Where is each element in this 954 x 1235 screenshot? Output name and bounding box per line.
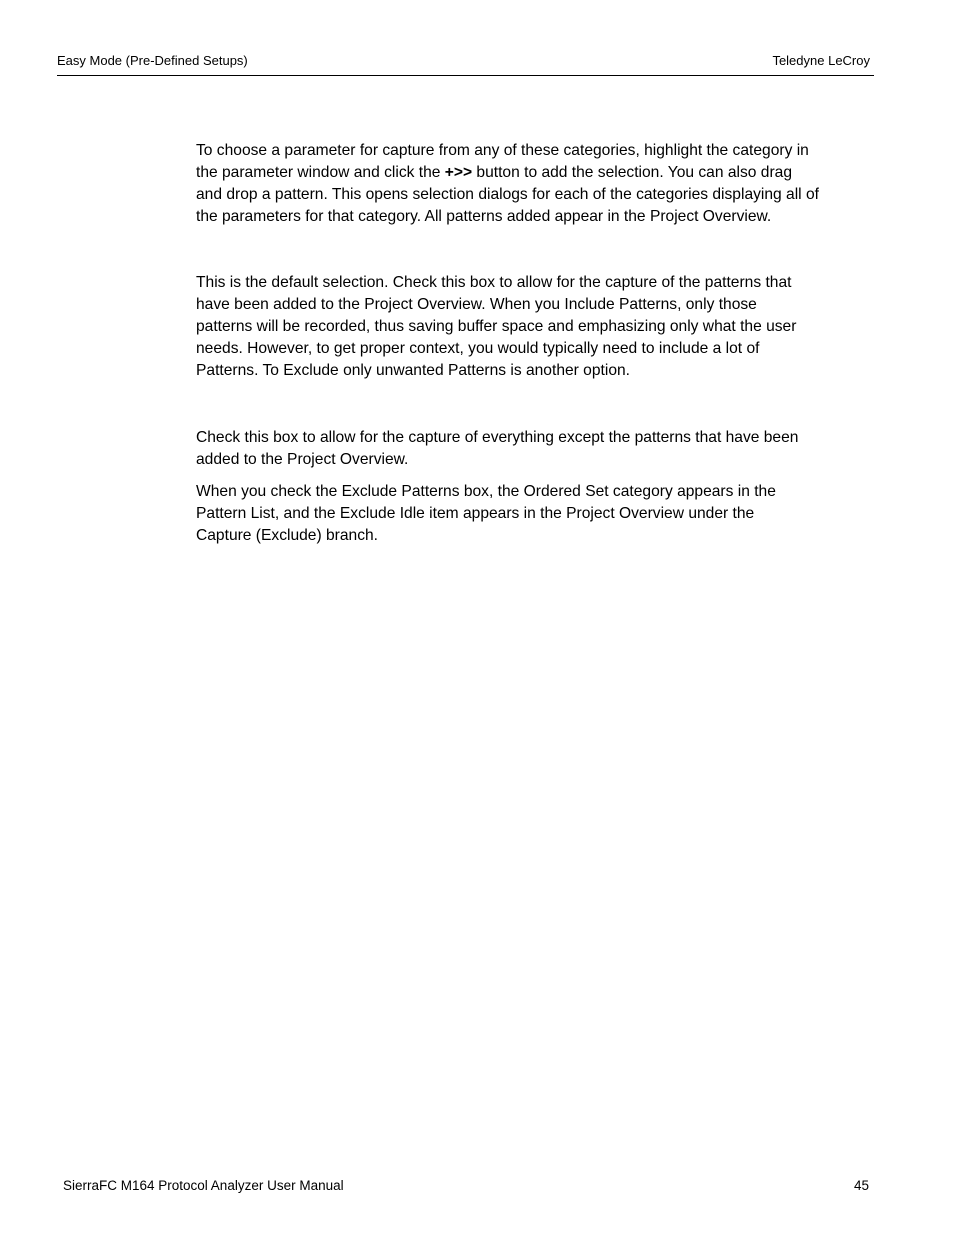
paragraph-line: Patterns. To Exclude only unwanted Patterns is another option. xyxy=(196,362,631,379)
paragraph-exclude-patterns xyxy=(196,427,872,471)
header-divider xyxy=(57,75,874,76)
add-button-label: +>> xyxy=(444,164,473,181)
paragraph-line: patterns will be recorded, thus saving buffer space and emphasizing only what the user xyxy=(196,318,797,335)
paragraph-exclude-note xyxy=(196,481,872,547)
footer-page-number: 45 xyxy=(853,1178,869,1193)
paragraph-line: When you check the Exclude Patterns box, the Ordered Set category appears in the xyxy=(196,483,776,500)
paragraph-line: This is the default selection. Check this box to allow for the capture of the patterns that xyxy=(196,274,792,291)
paragraph-line: have been added to the Project Overview. When you Include Patterns, only those xyxy=(196,296,757,313)
footer-manual-title: SierraFC M164 Protocol Analyzer User Manual xyxy=(63,1178,344,1193)
paragraph-line: added to the Project Overview. xyxy=(196,451,409,468)
text-run: button to add the selection. You can also drag xyxy=(472,164,793,181)
paragraph-line: Check this box to allow for the capture of everything except the patterns that have been xyxy=(196,429,799,446)
paragraph-line: Capture (Exclude) branch. xyxy=(196,527,379,544)
paragraph-line: the parameters for that category. All patterns added appear in the Project Overview. xyxy=(196,208,772,225)
paragraph-choose-parameter xyxy=(196,140,872,228)
paragraph-line: needs. However, to get proper context, you would typically need to include a lot of xyxy=(196,340,760,357)
paragraph-line xyxy=(196,162,872,184)
text-run: the parameter window and click the xyxy=(196,164,445,181)
paragraph-include-patterns xyxy=(196,272,872,382)
paragraph-line: Pattern List, and the Exclude Idle item appears in the Project Overview under the xyxy=(196,505,755,522)
running-header-section-title: Easy Mode (Pre-Defined Setups) xyxy=(57,53,248,68)
paragraph-line: To choose a parameter for capture from any of these categories, highlight the category in xyxy=(196,142,809,159)
running-header-company: Teledyne LeCroy xyxy=(772,53,870,68)
paragraph-line: and drop a pattern. This opens selection dialogs for each of the categories displaying all of xyxy=(196,186,819,203)
